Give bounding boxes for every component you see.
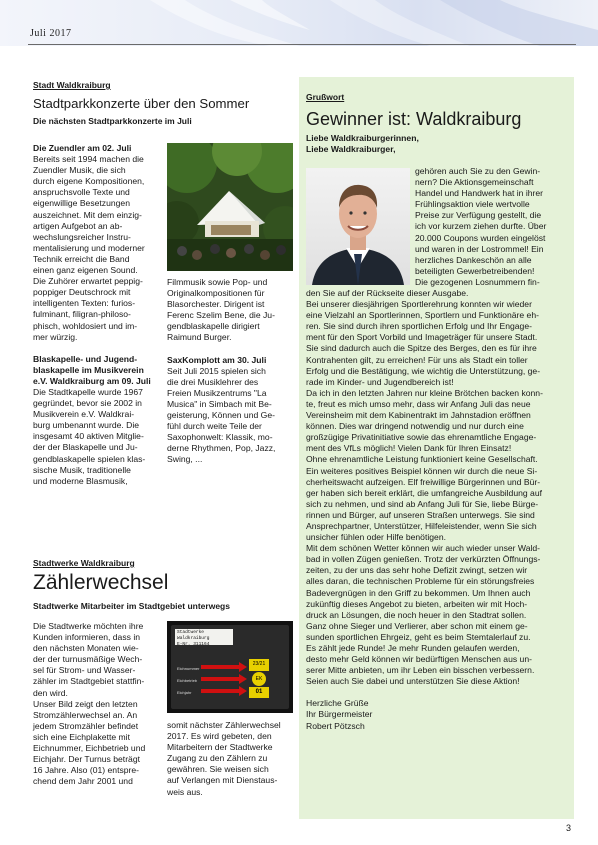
text-line: Ganz ohne Sieger und Verlierer, aber schon mit einem ge- [306,620,528,631]
text-line: anspruchsvolle Texte und [33,187,130,198]
text-line: rade im Kinder- und Jugendbereich ist! [306,376,454,387]
text-line: Ansprechpartner, Unterstützer, Hilfeleistender, wenn Sie sich [306,520,537,531]
text-line: die drei Musiklehrer des [167,376,259,387]
meter-sticker-number: E-Nr. 311164 [177,642,210,647]
text-line: den Sie auf der Rückseite dieser Ausgabe. [306,288,469,298]
text-line: Bei unserer diesjährigen Sportlerehrung konnten wir wieder [306,299,532,310]
text-line: zukünftig dieses Angebot zu bieten, arbeiten wir mit Hoch- [306,598,528,609]
text-line: bad in vollen Zügen genießen. Trotz der verkürzten Öffnungs- [306,554,541,565]
text-line: sunden sportlichen Ehrgeiz, geht es beim Stemtalerlauf zu. [306,631,531,642]
text-line: beteiligten Gewerbetreibenden! [415,265,535,276]
text-line: den nächsten Monaten wie- [33,643,139,654]
text-line: und moderne Blasmusik, [33,475,128,486]
header-band [0,0,598,46]
text-line: Freien Musikzentrums "La [167,387,267,398]
text-line: artigen Aufgebot an ab- [33,220,123,231]
page-number: 3 [566,823,572,833]
text-line: Raimund Burger. [167,332,232,343]
text-line: eine Vielzahl an Sportlerinnen, Sportlern und Funktionäre eh- [306,310,539,321]
text-line: sich zu nehmen, und sind ab Anfang Juli für Sie, liebe Bürge- [306,498,539,509]
mayor-name: Robert Pötzsch [306,720,365,731]
text-line: phisch, wohldosiert und im- [33,320,138,331]
text-line: te, freut es mich umso mehr, dass wir Anfang Juli das neue [306,398,531,409]
meter-subtitle: Stadtwerke Mitarbeiter im Stadtgebiet unterwegs [33,601,230,612]
text-line: 2017. Es wird gebeten, den [167,731,272,742]
meter-row-label: Eichjahr [177,690,192,695]
header-rule [28,44,576,45]
greeting-heading [306,92,568,155]
meter-value-eichnummer: 23/21 [252,661,266,667]
text-line: der der Blaskapelle und Ju- [33,442,138,453]
greeting-beside-photo [415,166,568,288]
text-line: den wird. [33,687,68,698]
text-line: somit nächster Zählerwechsel [167,720,281,730]
text-line: desto mehr Geld können wir bedürftigen Menschen aus un- [306,654,532,665]
text-line: ren. Sie sind durch ihren sportlichen Erfolg und Ihr Engage- [306,321,532,332]
text-line: alles daran, die technischen Probleme für ein störungsfreies [306,576,535,587]
text-line: Zugang zu den Zählern zu [167,753,268,764]
text-line: Originalkompositionen für [167,288,265,299]
text-line: serer Mitte anbieten, um ihr Leben ein bisschen verbessern. [306,665,535,676]
saxkomplott-heading: SaxKomplott am 30. Juli [167,354,267,365]
text-line: 20.000 Coupons wurden eingelöst [415,232,546,243]
text-line: Unser Bild zeigt den letzten [33,698,138,709]
text-line: Die gezogenen Losnummern fin- [415,276,540,287]
text-line: Eichnummer, Eichbetrieb und [33,743,146,754]
text-line: Swing, ... [167,454,203,465]
mayor-portrait [306,168,410,285]
text-line: insgesamt 40 aktiven Mitglie- [33,431,144,442]
text-line: Die Stadtkapelle wurde 1967 [33,386,143,397]
meter-title: Zählerwechsel [33,571,169,595]
text-line: Blasorchester. Dirigent ist [167,299,265,310]
text-line: sische Musik, traditionelle [33,464,131,475]
text-line: poppiger Deutschrock mit [33,287,131,298]
text-line: ich vor kurzem ziehen durfte. Über [415,221,547,232]
text-line: gehören auch Sie zu den Gewin- [415,166,541,176]
text-line: gewähren. Sie weisen sich [167,764,269,775]
text-line: burg umbenannt wurde. Die [33,420,140,431]
concerts-heading [33,80,293,127]
text-line: chend dem Jahr 2001 und [33,776,133,787]
text-line: Ferenc Szelim Bene, die Ju- [167,310,275,321]
blaskapelle-heading-2: blaskapelle im Musikverein [33,364,144,375]
text-line: Mitarbeitern der Stadtwerke [167,742,273,753]
text-line: Mit dem schönen Wetter können wir auch wieder unser Wald- [306,543,541,554]
text-line: Filmmusik sowie Pop- und [167,277,268,287]
header-wave-graphic [0,0,598,46]
blaskapelle-heading-3: e.V. Waldkraiburg am 09. Juli [33,375,151,386]
text-line: cherheitswacht aufzeigen. Elf freiwillige Bürgerinnen und Bür- [306,476,541,487]
greeting-kicker: Grußwort [306,92,345,102]
concerts-subtitle: Die nächsten Stadtparkkonzerte im Juli [33,116,192,127]
meter-row-label: Eichnummer [177,666,200,671]
concerts-title: Stadtparkkonzerte über den Sommer [33,96,250,112]
meter-value-eichbetrieb: EK [255,676,263,682]
text-line: gegründet, bevor sie 2002 in [33,398,142,409]
text-line: Sie sind dadurch auch die Spitze des Berges, den es für ihre [306,343,537,354]
text-line: mentalisierung und moderner [33,242,145,253]
closing-line: Ihr Bürgermeister [306,709,373,720]
text-line: Seit Juli 2015 spielen sich [167,365,266,376]
meter-sticker-owner: Stadtwerke Waldkraiburg [177,630,210,641]
text-line: Seien auch Sie dabei und unterstützen Sie diese Aktion! [306,676,520,687]
greeting-title: Gewinner ist: Waldkraiburg [306,109,522,130]
text-line: rinnen und Bürger, auf unseren Straßen unterwegs. Sie sind [306,509,535,520]
text-line: Eichjahr. Der Turnus beträgt [33,754,140,765]
concerts-kicker: Stadt Waldkraiburg [33,80,111,90]
text-line: sich eine Eichplakette mit [33,731,130,742]
concert-stage-photo [167,143,293,271]
text-line: Es zählt jede Runde! Je mehr Runden gelaufen werden, [306,643,520,653]
text-line: Die Stadtwerke möchten ihre [33,621,144,631]
text-line: Ohne ehrenamtliche Leistung funktioniert keine Gesellschaft. [306,454,538,465]
text-line: jedem Stromzähler befindet [33,720,139,731]
text-line: Zuendler Musik, die sich [33,165,126,176]
text-line: 16 Jahre. Also (01) entspre- [33,765,140,776]
text-line: durch eigene Kompositionen, [33,176,145,187]
text-line: Musikverein e.V. Waldkrai- [33,409,135,420]
text-line: fulminant, filigran-philoso- [33,309,131,320]
meter-kicker: Stadtwerke Waldkraiburg [33,558,135,568]
meter-column-right [167,720,293,798]
meter-row-label: Eichbetrieb [177,678,198,683]
text-line: sel für Strom- und Wasser- [33,665,136,676]
text-line: auszeichnet. Mit dem einzig- [33,209,142,220]
text-line: können. Dies war dringend notwendig und nur durch eine [306,421,524,432]
text-line: gendblaskapelle spielen klas- [33,453,146,464]
text-line: Badevergnügen in den Griff zu bekommen. Um Ihnen auch [306,587,531,598]
text-line: intelligenten Texten: furios- [33,298,136,309]
text-line: der der turnusmäßige Wech- [33,654,143,665]
text-line: Musica" in Simbach mit Be- [167,398,272,409]
concerts-column-right [167,277,293,466]
text-line: Kunden informieren, dass in [33,632,141,643]
text-line: wechslungsreicher Instru- [33,231,131,242]
text-line: Technik erreicht die Band [33,253,130,264]
text-line: eigenwillige Besetzungen [33,198,130,209]
text-line: Da ich in den letzten Jahren nur kleine Brötchen backen konn- [306,387,543,398]
meter-value-eichjahr: 01 [255,689,263,695]
text-line: weis aus. [167,786,203,797]
text-line: auf Verlangen mit Dienstaus- [167,775,278,786]
text-line: Saxophonwelt: Klassik, mo- [167,432,273,443]
text-line: nern? Die Aktionsgemeinschaft [415,177,534,188]
text-line: ger haben sich bereit erklärt, die umfangreiche Ausbildung auf [306,487,542,498]
meter-column-left [33,621,161,787]
salutation-line-2: Liebe Waldkraiburger, [306,144,396,155]
text-line: mer würzig. [33,331,78,342]
issue-date: Juli 2017 [30,28,72,39]
text-line: Vereinsheim mit dem Kabinentrakt im Jahnstadion eröffnen [306,410,531,421]
text-line: gendblaskapelle dirigiert [167,321,260,332]
text-line: Handel und Handwerk hat in ihrer [415,188,544,199]
text-line: geisterung, Können und Ge- [167,410,275,421]
text-line: ment des VfLs möglich! Vielen Dank für Ihren Einsatz! [306,443,512,454]
text-line: Preise zur Verfügung gestellt, die [415,210,542,221]
text-line: fühl durch weite Teile der [167,421,262,432]
text-line: herzliches Dankeschön an alle [415,254,532,265]
text-line: ment für den Sport Vorbild und Imageträger für unsere Stadt. [306,332,538,343]
text-line: derne Rhythmen, Pop, Jazz, [167,443,276,454]
text-line: zeiten, zu der uns das sehr hohe Defizit zwingt, setzen wir [306,565,528,576]
greeting-body [306,288,568,732]
concerts-column-left [33,143,161,487]
text-line: Erfolg und die Bestätigung, wie wichtig die Unterstützung, ge- [306,365,541,376]
text-line: Stromzählerwechsel an. An [33,709,138,720]
text-line: unsicher fühlen oder Hilfe benötigen. [306,532,446,543]
text-line: Bereits seit 1994 machen die [33,154,144,165]
text-line: und waren in der Lostrommel! Ein [415,243,544,254]
text-line: Frühlingsaktion viele wertvolle [415,199,530,210]
text-line: Ein weiteres positives Beispiel können wir durch die neue Si- [306,465,538,476]
text-line: Kontrahenten gilt, zu erreichen! Für uns als Stadt ein toller [306,354,528,365]
closing-line: Herzliche Grüße [306,698,369,709]
text-line: Die Zuhörer erwartet peppig- [33,276,143,287]
electricity-meter-photo [167,621,293,713]
text-line: großzügige Privatinitiative sowie das ehrenamtliche Engage- [306,432,537,443]
text-line: einen ganz eigenen Sound. [33,265,138,276]
text-line: zähler im Stadtgebiet stattfin- [33,676,145,687]
salutation-line-1: Liebe Waldkraiburgerinnen, [306,133,419,144]
meter-heading [33,558,293,612]
blaskapelle-heading-1: Blaskapelle- und Jugend- [33,353,138,364]
text-line: druck an Lösungen, die noch heuer in den Stadtrat sollen. [306,609,527,620]
zuendler-heading: Die Zuendler am 02. Juli [33,143,132,153]
